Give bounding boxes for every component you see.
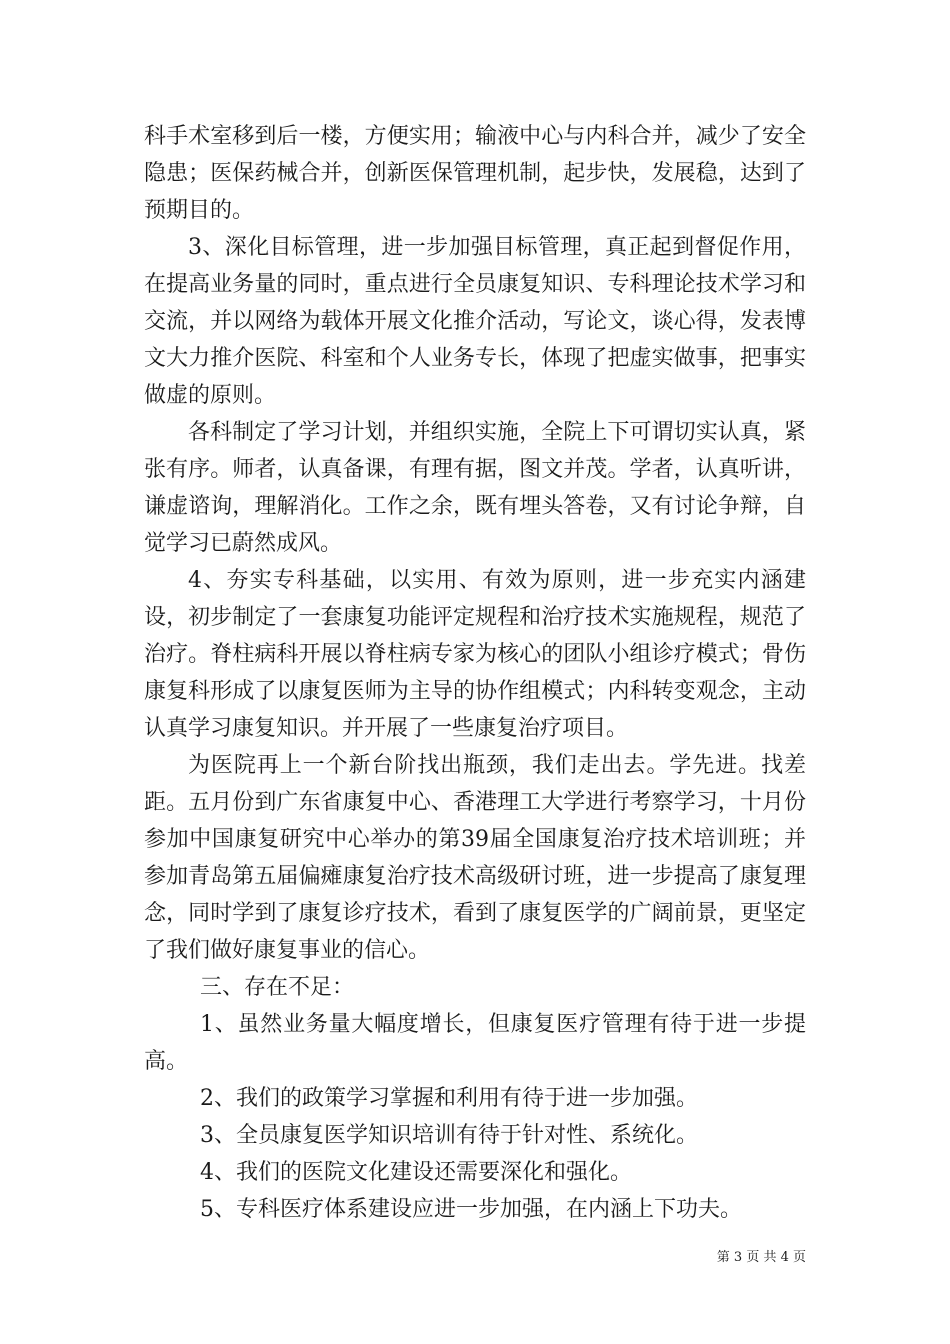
- section-heading: 三、存在不足：: [200, 975, 355, 1000]
- list-item: 3、全员康复医学知识培训有待于针对性、系统化。: [200, 1123, 698, 1148]
- paragraph: 各科制定了学习计划，并组织实施，全院上下可谓切实认真，紧张有序。师者，认真备课，有理有据，图文并茂。学者，认真听讲，谦虚谘询，理解消化。工作之余，既有埋头答卷，又有讨论争辩，自觉学习已蔚然成风。: [144, 420, 806, 556]
- document-body: [144, 118, 806, 1228]
- list-item: 4、我们的医院文化建设还需要深化和强化。: [200, 1160, 632, 1185]
- paragraph: 科手术室移到后一楼，方便实用；输液中心与内科合并，减少了安全隐患；医保药械合并，创新医保管理机制，起步快，发展稳，达到了预期目的。: [144, 124, 806, 223]
- list-item: 2、我们的政策学习掌握和利用有待于进一步加强。: [200, 1086, 698, 1111]
- paragraph: 4、夯实专科基础，以实用、有效为原则，进一步充实内涵建设，初步制定了一套康复功能评定规程和治疗技术实施规程，规范了治疗。脊柱病科开展以脊柱病专家为核心的团队小组诊疗模式；骨伤康复科形成了以康复医师为主导的协作组模式；内科转变观念，主动认真学习康复知识。并开展了一些康复治疗项目。: [144, 568, 806, 741]
- paragraph: 3、深化目标管理，进一步加强目标管理，真正起到督促作用，在提高业务量的同时，重点进行全员康复知识、专科理论技术学习和交流，并以网络为载体开展文化推介活动，写论文，谈心得，发表博文大力推介医院、科室和个人业务专长，体现了把虚实做事，把事实做虚的原则。: [144, 235, 806, 408]
- paragraph: 为医院再上一个新台阶找出瓶颈，我们走出去。学先进。找差距。五月份到广东省康复中心、香港理工大学进行考察学习，十月份参加中国康复研究中心举办的第39届全国康复治疗技术培训班；并参加青岛第五届偏瘫康复治疗技术高级研讨班，进一步提高了康复理念，同时学到了康复诊疗技术，看到了康复医学的广阔前景，更坚定了我们做好康复事业的信心。: [144, 753, 806, 963]
- list-item: 1、虽然业务量大幅度增长，但康复医疗管理有待于进一步提高。: [144, 1012, 806, 1074]
- list-item: 5、专科医疗体系建设应进一步加强，在内涵上下功夫。: [200, 1197, 742, 1222]
- page-number: 第 3 页 共 4 页: [716, 1250, 806, 1265]
